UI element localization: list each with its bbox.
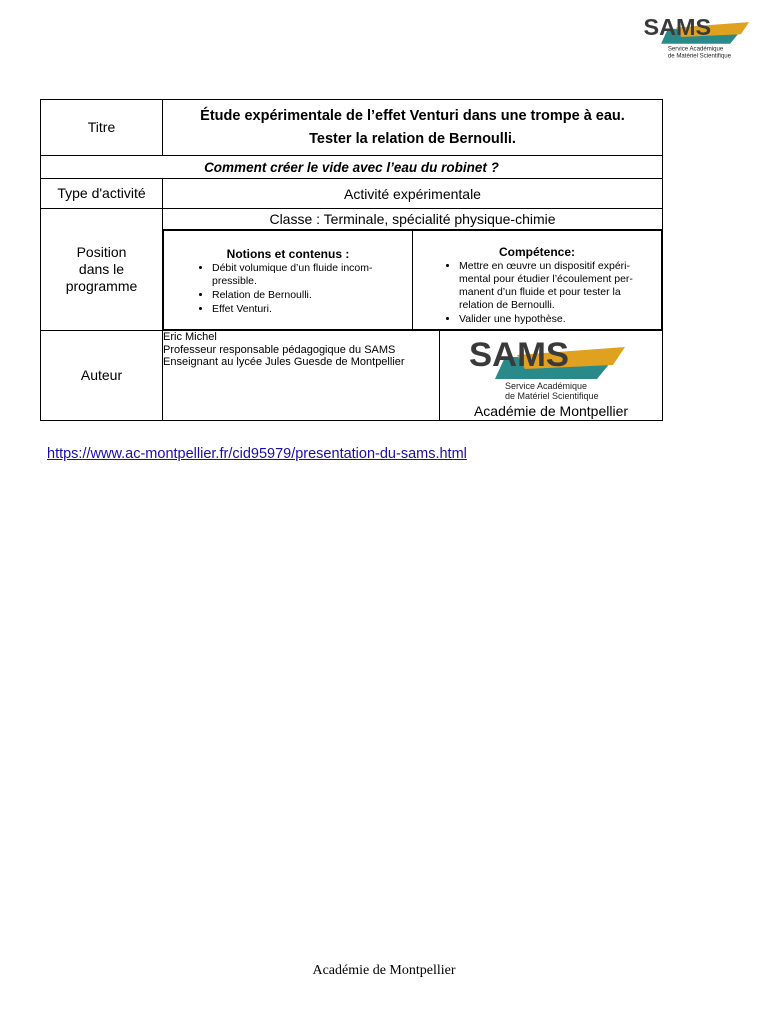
academie-label: Académie de Montpellier: [473, 403, 629, 419]
logo-wordmark: SAMS: [469, 336, 569, 374]
type-label: Type d'activité: [41, 179, 163, 209]
position-label-line-3: programme: [65, 278, 138, 294]
titre-line-2: Tester la relation de Bernoulli.: [309, 130, 516, 147]
sams-logo: [640, 14, 758, 60]
auteur-logo-cell: [440, 331, 663, 421]
position-inner-table: [163, 230, 662, 330]
logo-line1: Service Académique: [505, 381, 588, 391]
competence-heading: Compétence:: [498, 245, 575, 259]
auteur-role-2: Enseignant au lycée Jules Guesde de Montpellier: [163, 356, 405, 368]
competence-item: • Mettre en œuvre un dispositif expéri-mental pour étudier l’écoulement per-manent d’un fluide et pour tester la relation de Bernoulli.: [459, 260, 655, 312]
logo-line2: de Matériel Scientifique: [667, 52, 732, 60]
logo-wordmark: SAMS: [643, 14, 712, 40]
notions-item: • Débit volumique d’un fluide incom-pressible.: [212, 262, 412, 288]
auteur-role-1: Professeur responsable pédagogique du SAMS: [163, 343, 396, 356]
notions-item: • Relation de Bernoulli.: [212, 289, 412, 302]
info-table: [40, 99, 663, 421]
position-label: [41, 209, 163, 331]
sams-presentation-link[interactable]: https://www.ac-montpellier.fr/cid95979/presentation-du-sams.html: [47, 446, 467, 462]
notions-list: [164, 262, 412, 316]
position-content: [163, 209, 663, 331]
type-value: Activité expérimentale: [163, 179, 663, 209]
position-label-line-1: Position: [76, 244, 127, 260]
titre-line-1: Étude expérimentale de l’effet Venturi dans une trompe à eau.: [200, 107, 625, 124]
titre-label: Titre: [41, 100, 163, 156]
auteur-name: Eric Michel: [163, 331, 217, 343]
logo-line1: Service Académique: [667, 45, 724, 53]
page-footer: Académie de Montpellier: [312, 963, 456, 978]
titre-value: [163, 100, 663, 156]
notions-heading: Notions et contenus :: [226, 247, 350, 261]
competence-cell: [413, 231, 662, 330]
auteur-label: Auteur: [41, 331, 163, 421]
competence-list: [413, 260, 661, 326]
logo-line2: de Matériel Scientifique: [505, 391, 599, 401]
auteur-info: [163, 331, 440, 421]
notions-cell: [164, 231, 413, 330]
classe-line: Classe : Terminale, spécialité physique-chimie: [163, 209, 662, 230]
competence-item: • Valider une hypothèse.: [459, 313, 655, 326]
notions-item: • Effet Venturi.: [212, 303, 412, 316]
position-label-line-2: dans le: [78, 261, 125, 277]
sams-logo: [465, 335, 637, 403]
question-row: Comment créer le vide avec l’eau du robinet ?: [41, 156, 663, 179]
